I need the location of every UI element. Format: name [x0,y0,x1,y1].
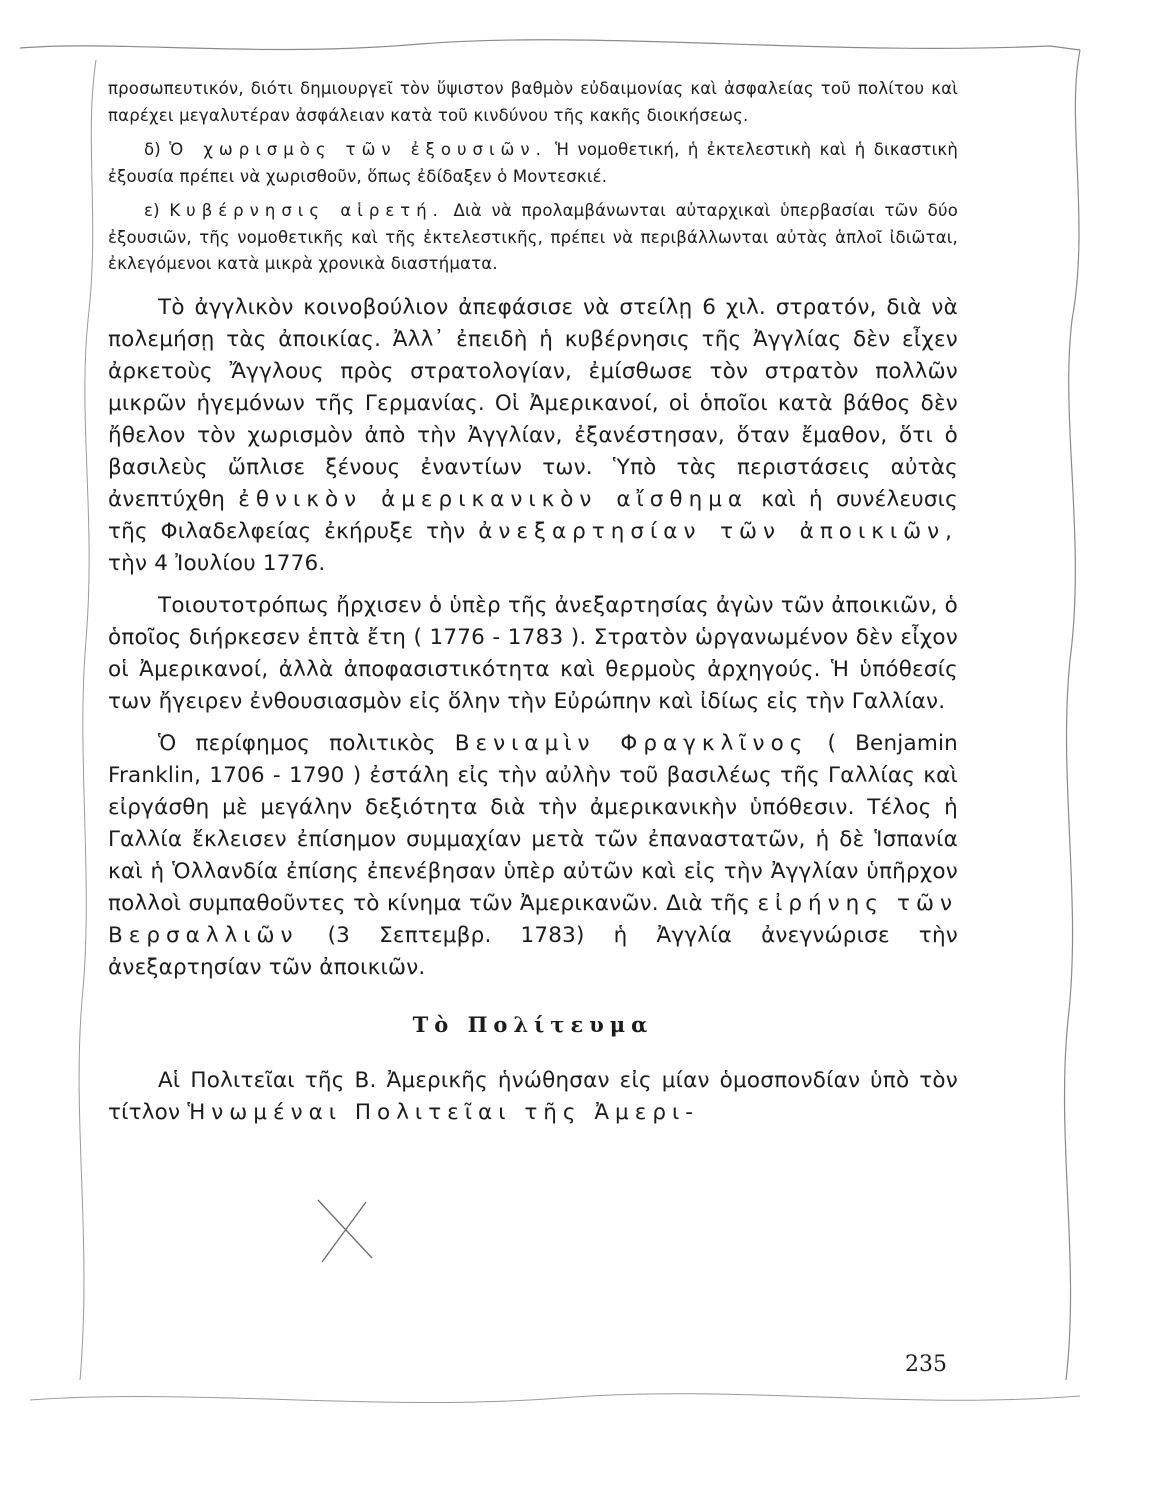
list-item-elected-government [108,198,958,278]
text-run: τὴν 4 Ἰουλίου 1776. [108,550,326,576]
spaced-phrase: ἀνεξαρτησίαν τῶν ἀποικιῶν, [478,518,959,544]
paragraph-franklin [108,728,958,984]
text-run: ( Benjamin Franklin, 1706 - 1790 ) ἐστάλη εἰς τὴν αὐλὴν τοῦ βασιλέως τῆς Γαλλίας καὶ εἰργάσθη μὲ μεγάλην δεξιότητα διὰ τὴν ἀμερικανικὴν ὑπόθεσιν. Τέλος ἡ Γαλλία ἔκλεισεν ἐπίσημον συμμαχίαν μετὰ τῶν ἐπαναστατῶν, ἡ δὲ Ἱσπανία καὶ ἡ Ὁλλανδία ἐπίσης ἐπενέβησαν ὑπὲρ αὐτῶν καὶ εἰς τὴν Ἀγγλίαν ὑπῆρχον πολλοὶ συμπαθοῦντες τὸ κίνημα τῶν Ἀμερικανῶν. Διὰ τῆς [108,730,958,916]
paragraph-parliament [108,292,958,580]
text-run: Τὸ ἀγγλικὸν κοινοβούλιον ἀπεφάσισε νὰ στείλῃ 6 χιλ. στρατόν, διὰ νὰ πολεμήσῃ τὰς ἀποικίας. Ἀλλ᾽ ἐπειδὴ ἡ κυβέρνησις τῆς Ἀγγλίας δὲν εἶχεν ἀρκετοὺς Ἄγγλους πρὸς στρατολογίαν, ἐμίσθωσε τὸν στρατὸν πολλῶν μικρῶν ἡγεμόνων τῆς Γερμανίας. Οἱ Ἀμερικανοί, οἱ ὁποῖοι κατὰ βάθος δὲν ἤθελον τὸν χωρισμὸν ἀπὸ τὴν Ἀγγλίαν, ἐξανέστησαν, ὅταν ἔμαθον, ὅτι ὁ βασιλεὺς ὥπλισε ξένους ἐναντίων των. Ὑπὸ τὰς περιστάσεις αὐτὰς ἀνεπτύχθη [108,294,958,512]
list-item-separation-of-powers [108,137,958,190]
torn-edge-top [20,40,1080,50]
item-title: Ὁ χωρισμὸς τῶν ἐξουσιῶν. [169,140,547,159]
torn-edge-bottom [30,1394,1080,1403]
section-heading: Τὸ Πολίτευμα [412,1011,654,1037]
text-run: καὶ ἡ συνέλευσις τῆς Φιλαδελφείας ἐκήρυξε τὴν [108,486,958,544]
spaced-phrase: εἰρήνης τῶν Βερσαλλιῶν [108,890,958,948]
paragraph-constitution [108,1065,958,1129]
item-title: Κυβέρνησις αἱρετή. [169,201,444,220]
spaced-phrase: ἐθνικὸν ἀμερικανικὸν αἴσθημα [238,486,749,512]
page-body [108,76,958,1129]
spaced-name: Βενιαμὶν Φραγκλῖνος [454,730,809,756]
text-run: Αἱ Πολιτεῖαι τῆς Β. Ἀμερικῆς ἡνώθησαν εἰς μίαν ὁμοσπονδίαν ὑπὸ τὸν τίτλον [108,1067,958,1125]
text-run: (3 Σεπτεμβρ. 1783) ἡ Ἀγγλία ἀνεγνώρισε τὴν ἀνεξαρτησίαν τῶν ἀποικιῶν. [108,922,958,980]
torn-edge-right [1065,50,1080,1380]
paragraph-continuation: προσωπευτικόν, διότι δημιουργεῖ τὸν ὕψιστον βαθμὸν εὐδαιμονίας καὶ ἀσφαλείας τοῦ πολίτου καὶ παρέχει μεγαλυτέραν ἀσφάλειαν κατὰ τοῦ κινδύνου τῆς κακῆς διοικήσεως. [108,79,958,125]
torn-edge-left [79,60,96,1380]
text-run: Ὁ περίφημος πολιτικὸς [158,730,436,756]
item-text: Διὰ νὰ προλαμβάνωνται αὐταρχικαὶ ὑπερβασίαι τῶν δύο ἐξουσιῶν, τῆς νομοθετικῆς καὶ τῆς ἐκτελεστικῆς, πρέπει νὰ περιβάλλωνται αὐτὰς ἁπλοῖ ἰδιῶται, ἐκλεγόμενοι κατὰ μικρὰ χρονικὰ διαστήματα. [108,201,959,273]
pencil-cross-mark [318,1200,372,1262]
page-number: 235 [905,1352,947,1377]
item-label: ε) [144,201,160,220]
item-text: Ἡ νομοθετική, ἡ ἐκτελεστικὴ καὶ ἡ δικαστικὴ ἐξουσία πρέπει νὰ χωρισθοῦν, ὅπως ἐδίδαξεν ὁ Μοντεσκιέ. [108,140,958,186]
paragraph-war-of-independence: Τοιουτοτρόπως ἤρχισεν ὁ ὑπὲρ τῆς ἀνεξαρτησίας ἀγὼν τῶν ἀποικιῶν, ὁ ὁποῖος διήρκεσεν ἑπτὰ ἔτη ( 1776 - 1783 ). Στρατὸν ὡργανωμένον δὲν εἶχον οἱ Ἀμερικανοί, ἀλλὰ ἀποφασιστικότητα καὶ θερμοὺς ἀρχηγούς. Ἡ ὑπόθεσίς των ἤγειρεν ἐνθουσιασμὸν εἰς ὅλην τὴν Εὐρώπην καὶ ἰδίως εἰς τὴν Γαλλίαν. [108,592,958,714]
spaced-phrase: Ἡνωμέναι Πολιτεῖαι τῆς Ἀμερι- [187,1099,700,1125]
item-label: δ) [144,140,161,159]
